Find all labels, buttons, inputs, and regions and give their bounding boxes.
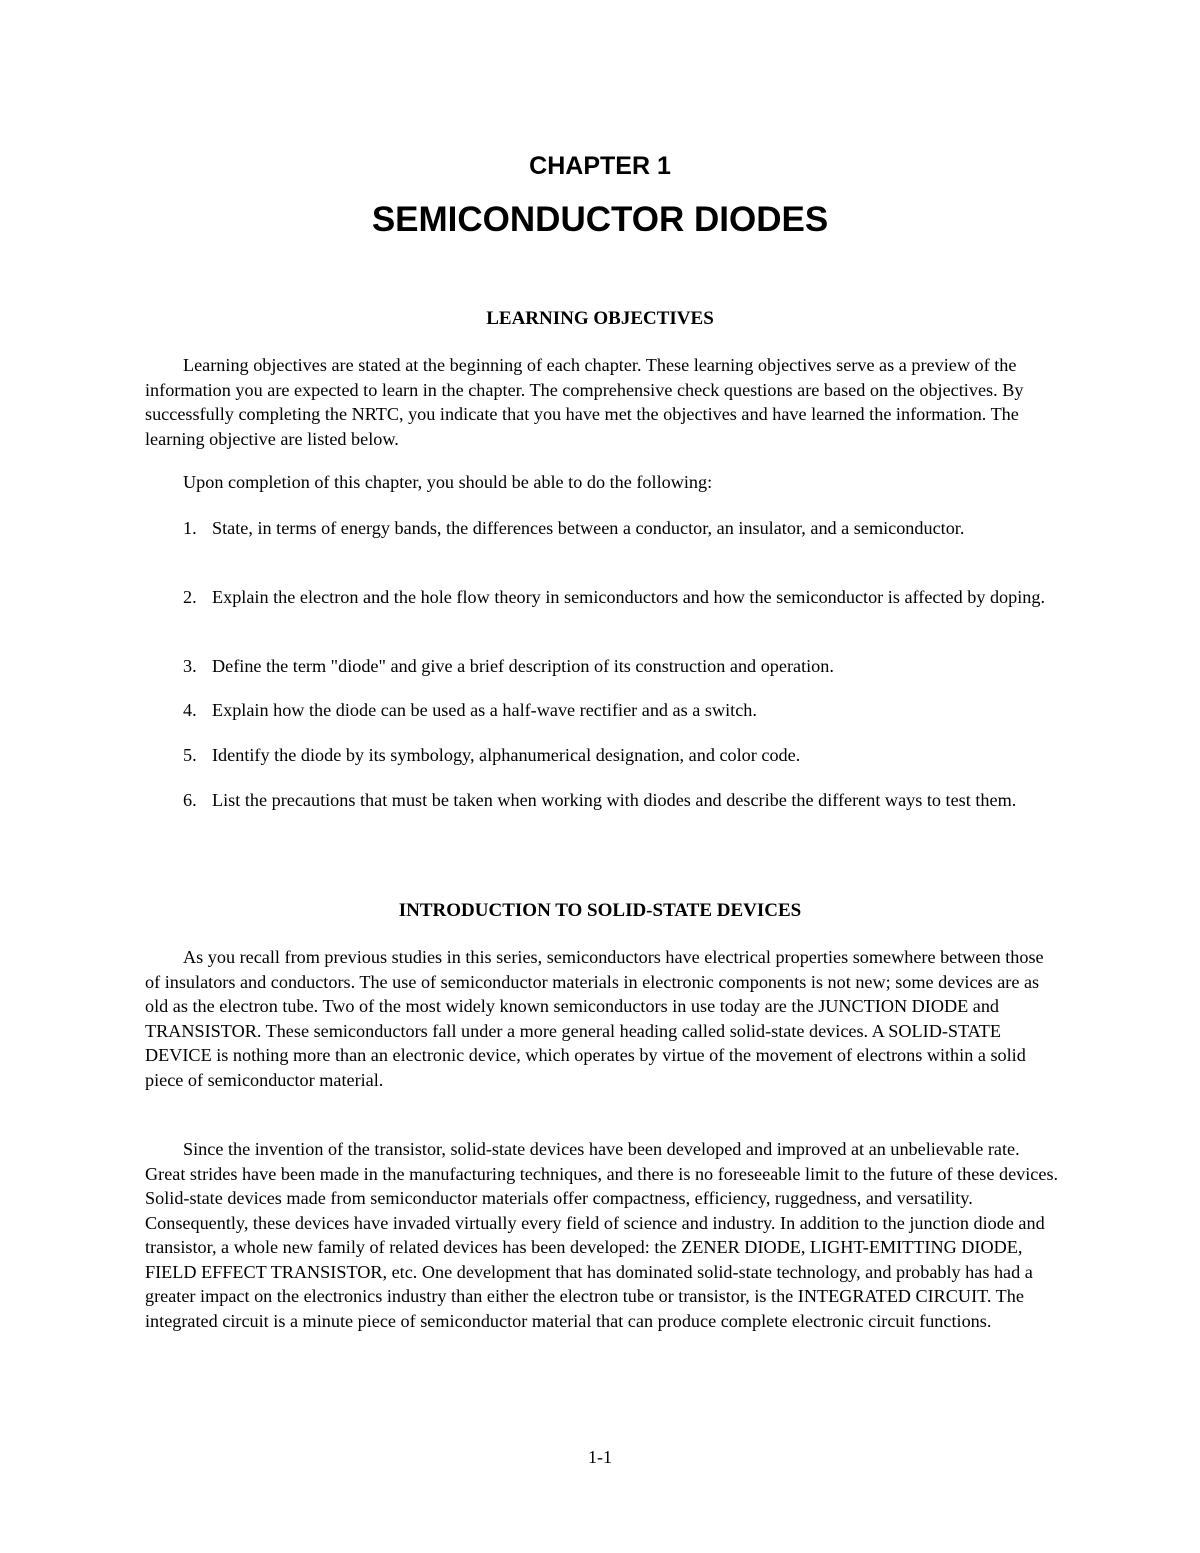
objective-number: 1. bbox=[183, 518, 197, 538]
objective-text: State, in terms of energy bands, the differences between a conductor, an insulator, and a semiconductor. bbox=[212, 518, 965, 538]
learning-objectives-intro: Learning objectives are stated at the beginning of each chapter. These learning objectives serve as a preview of the information you are expected to learn in the chapter. The comprehensive check questions are based on the objectives. By successfully completing the NRTC, you indicate that you have met the objectives and have learned the information. The learning objective are listed below. bbox=[145, 355, 1024, 449]
objective-number: 3. bbox=[183, 656, 197, 676]
objective-text: List the precautions that must be taken when working with diodes and describe the different ways to test them. bbox=[212, 790, 1017, 810]
objective-text: Explain how the diode can be used as a half-wave rectifier and as a switch. bbox=[212, 700, 757, 720]
objective-number: 5. bbox=[183, 745, 197, 765]
introduction-paragraph-1: As you recall from previous studies in this series, semiconductors have electrical properties somewhere between those of insulators and conductors. The use of semiconductor materials in electronic components is not new; some devices are as old as the electron tube. Two of the most widely known semiconductors in use today are the JUNCTION DIODE and TRANSISTOR. These semiconductors fall under a more general heading called solid-state devices. A SOLID-STATE DEVICE is nothing more than an electronic device, which operates by virtue of the movement of electrons within a solid piece of semiconductor material. bbox=[145, 947, 1044, 1090]
objective-number: 4. bbox=[183, 700, 197, 720]
objective-text: Identify the diode by its symbology, alphanumerical designation, and color code. bbox=[212, 745, 801, 765]
objective-text: Define the term "diode" and give a brief description of its construction and operation. bbox=[212, 656, 834, 676]
introduction-paragraph-2: Since the invention of the transistor, solid-state devices have been developed and improved at an unbelievable rate. Great strides have been made in the manufacturing techniques, and there is no foreseeable limit to the future of these devices. Solid-state devices made from semiconductor materials offer compactness, efficiency, ruggedness, and versatility. Consequently, these devices have invaded virtually every field of science and industry. In addition to the junction diode and transistor, a whole new family of related devices has been developed: the ZENER DIODE, LIGHT-EMITTING DIODE, FIELD EFFECT TRANSISTOR, etc. One development that has dominated solid-state technology, and probably has had a greater impact on the electronics industry than either the electron tube or transistor, is the INTEGRATED CIRCUIT. The integrated circuit is a minute piece of semiconductor material that can produce complete electronic circuit functions. bbox=[145, 1139, 1059, 1331]
learning-objectives-heading: LEARNING OBJECTIVES bbox=[486, 308, 714, 329]
objective-item-1 bbox=[183, 516, 1063, 541]
introduction-heading: INTRODUCTION TO SOLID-STATE DEVICES bbox=[398, 900, 802, 921]
objective-item-6 bbox=[183, 788, 1063, 813]
learning-objectives-lead-in: Upon completion of this chapter, you should be able to do the following: bbox=[183, 472, 713, 492]
chapter-title: SEMICONDUCTOR DIODES bbox=[371, 200, 829, 239]
objective-item-5 bbox=[183, 743, 1063, 768]
page-number: 1-1 bbox=[588, 1447, 612, 1467]
objective-item-3 bbox=[183, 654, 1063, 679]
objective-item-2 bbox=[183, 585, 1063, 610]
objective-item-4 bbox=[183, 698, 1063, 723]
chapter-label: CHAPTER 1 bbox=[529, 152, 671, 180]
objective-text: Explain the electron and the hole flow theory in semiconductors and how the semiconductor is affected by doping. bbox=[212, 587, 1046, 607]
objective-number: 2. bbox=[183, 587, 197, 607]
objective-number: 6. bbox=[183, 790, 197, 810]
